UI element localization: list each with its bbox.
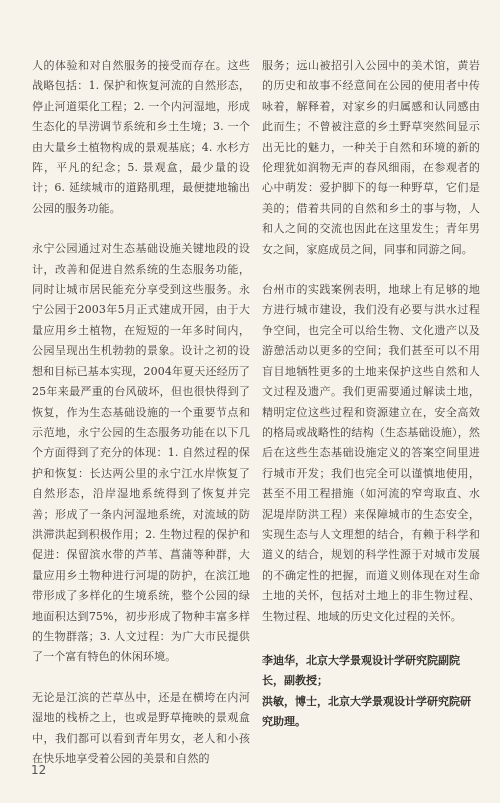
left-column xyxy=(32,56,250,769)
body-paragraph: 服务；远山被招引入公园中的美术馆，黄岩的历史和故事不经意间在公园的使用者中传咏着，解释着，对家乡的归属感和认同感由此而生；不曾被注意的乡土野草突然间显示出无比的魅力，一种关于自然和环境的新的伦理犹如润物无声的春风细雨，在参观者的心中萌发：爱护脚下的每一种野草，它们是美的；借着共同的自然和乡土的事与物，人和人之间的交流也因此在这里发生；青年男女之间，家庭成员之间，同事和同游之间。 xyxy=(262,59,480,256)
body-paragraph: 人的体验和对自然服务的接受而存在。这些战略包括：1. 保护和恢复河流的自然形态，停止河道渠化工程；2. 一个内河湿地，形成生态化的旱涝调节系统和乡土生境；3. 一个由大量乡土植物构成的景观基底；4. 水杉方阵，平凡的纪念；5. 景观盒，最少量的设计；6. 延续城市的道路肌理，最便捷地输出公园的服务功能。 xyxy=(32,59,250,215)
author-line: 洪敏，博士，北京大学景观设计学研究院研究助理。 xyxy=(262,694,471,729)
body-paragraph: 无论是江滨的芒草丛中，还是在横垮在内河湿地的栈桥之上，也或是野草掩映的景观盒中，我们都可以看到青年男女，老人和小孩在快乐地享受着公园的美景和自然的 xyxy=(32,690,250,765)
author-line: 李迪华，北京大学景观设计学研究院副院长，副教授； xyxy=(262,653,460,688)
right-column xyxy=(262,56,480,733)
body-paragraph: 永宁公园通过对生态基础设施关键地段的设计，改善和促进自然系统的生态服务功能，同时让城市居民能充分享受到这些服务。永宁公园于2003年5月正式建成开园，由于大量应用乡土植物，在短短的一年多时间内，公园呈现出生机勃勃的景象。设计之初的设想和目标已基本实现，2004年夏天还经历了25年来最严重的台风破坏，但也很快得到了恢复，作为生态基础设施的一个重要节点和示范地，永宁公园的生态服务功能在以下几个方面得到了充分的体现：1. 自然过程的保护和恢复：长达两公里的永宁江水岸恢复了自然形态，沿岸湿地系统得到了恢复并完善；形成了一条内河湿地系统，对流域的防洪滞洪起到积极作用；2. 生物过程的保护和促进：保留滨水带的芦苇、菖蒲等种群，大量应用乡土物种进行河堤的防护，在滨江地带形成了多样化的生境系统，整个公园的绿地面积达到75%，初步形成了物种丰富多样的生物群落；3. 人文过程：为广大市民提供了一个富有特色的休闲环境。 xyxy=(32,242,250,664)
author-info xyxy=(262,651,480,733)
body-paragraph: 台州市的实践案例表明，地球上有足够的地方进行城市建设，我们没有必要与洪水过程争空间，也完全可以给生物、文化遗产以及游憩活动以更多的空间；我们甚至可以不用盲目地牺牲更多的土地来保护这些自然和人文过程及遗产。我们更需要通过解读土地，精明定位这些过程和资源建立在，安全高效的格局或战略性的结构（生态基础设施），然后在这些生态基础设施定义的答案空间里进行城市开发；我们也完全可以谨慎地使用，甚至不用工程措施（如河流的窄弯取直、水泥堤岸防洪工程）来保障城市的生态安全，实现生态与人文理想的结合，有赖于科学和道义的结合，规划的科学性源于对城市发展的不确定性的把握，而道义则体现在对生命土地的关怀，包括对土地上的非生物过程、生物过程、地域的历史文化过程的关怀。 xyxy=(262,283,480,623)
page-number: 12 xyxy=(31,763,47,777)
